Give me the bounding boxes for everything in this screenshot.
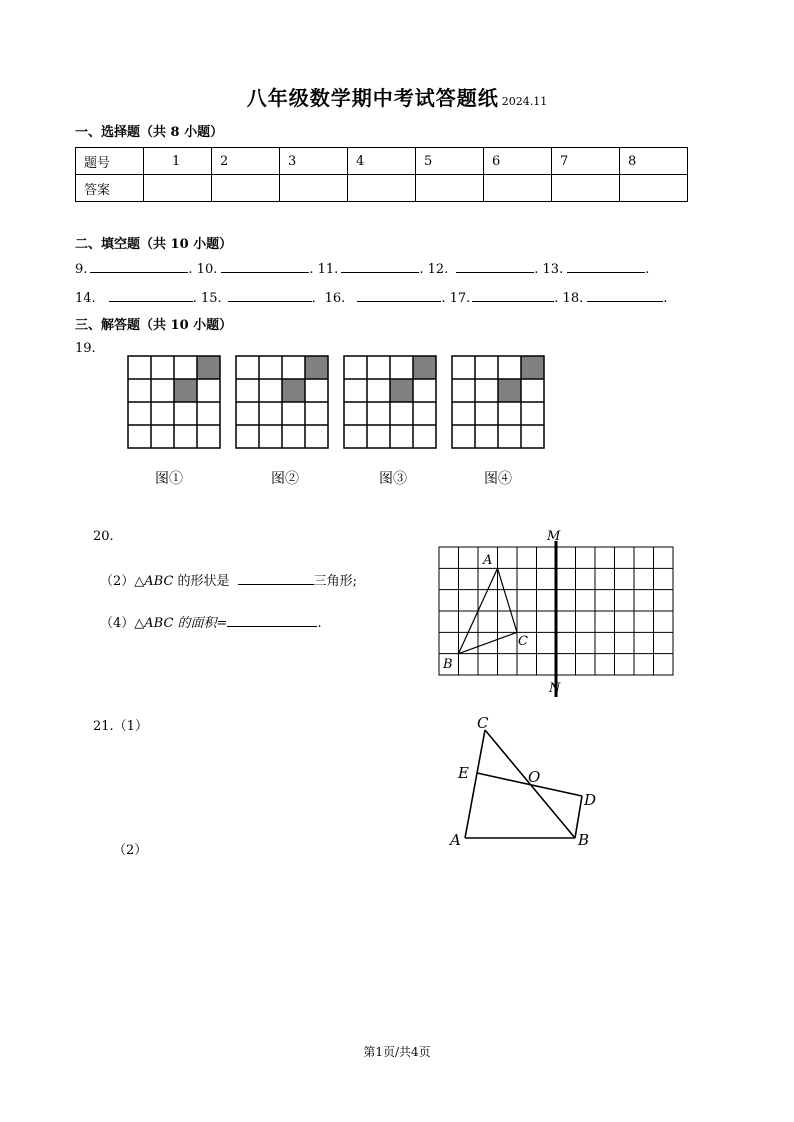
- answer-cell[interactable]: [552, 175, 620, 202]
- fill-row-1: 9. . 10. . 11. . 12. . 13. .: [75, 262, 650, 277]
- q20-grid-figure: [430, 522, 690, 697]
- page-title: 八年级数学期中考试答题纸 2024.11: [246, 86, 548, 110]
- figure-caption-2: 图②: [271, 471, 299, 487]
- grid-figure-4: [452, 356, 544, 448]
- label-d: D: [584, 791, 597, 809]
- label-a: A: [450, 831, 461, 849]
- figure-caption-1: 图①: [155, 471, 183, 487]
- table-row: [76, 175, 688, 202]
- figure-caption-3: 图③: [379, 471, 407, 487]
- question-number: 3: [280, 148, 348, 175]
- answer-cell[interactable]: [484, 175, 552, 202]
- fill-row-2: 14. . 15. ．16. . 17. . 18. .: [75, 291, 668, 306]
- label-n: N: [549, 681, 561, 696]
- section-2-heading: 二、填空题（共 10 小题）: [75, 237, 233, 252]
- answer-table: [75, 147, 688, 202]
- figure-caption-4: 图④: [484, 471, 512, 487]
- grid-figure-1: [128, 356, 220, 448]
- answer-blank[interactable]: [90, 260, 188, 273]
- answer-blank[interactable]: [227, 614, 317, 627]
- question-number: 2: [212, 148, 280, 175]
- answer-blank[interactable]: [357, 289, 441, 302]
- answer-blank[interactable]: [228, 289, 312, 302]
- section-3-heading: 三、解答题（共 10 小题）: [75, 318, 233, 333]
- row-header-number: 题号: [76, 148, 144, 175]
- question-number: 5: [416, 148, 484, 175]
- q21-figure: [440, 710, 610, 855]
- segment-ac: [465, 730, 485, 838]
- question-20-number: 20.: [93, 529, 114, 544]
- grid-figure-2: [236, 356, 328, 448]
- question-21-number: 21.（1）: [93, 719, 148, 734]
- section-1-heading: 一、选择题（共 8 小题）: [75, 125, 224, 140]
- q20-part-4: （4）△ABC 的面积= .: [100, 616, 322, 631]
- answer-cell[interactable]: [212, 175, 280, 202]
- grid-figure-3: [344, 356, 436, 448]
- question-number: 1: [144, 148, 212, 175]
- table-row: [76, 148, 688, 175]
- label-a: A: [483, 553, 493, 568]
- label-c: C: [518, 634, 528, 649]
- question-19-number: 19.: [75, 341, 96, 356]
- answer-blank[interactable]: [472, 289, 554, 302]
- exam-date: 2024.11: [501, 95, 548, 108]
- row-header-answer: 答案: [76, 175, 144, 202]
- answer-blank[interactable]: [567, 260, 645, 273]
- answer-cell[interactable]: [348, 175, 416, 202]
- answer-cell[interactable]: [416, 175, 484, 202]
- answer-blank[interactable]: [109, 289, 193, 302]
- answer-cell[interactable]: [144, 175, 212, 202]
- q19-grids: [120, 350, 560, 460]
- label-c: C: [477, 714, 489, 732]
- answer-cell[interactable]: [280, 175, 348, 202]
- question-number: 8: [620, 148, 688, 175]
- q20-part-2: （2）△ABC 的形状是 三角形;: [100, 574, 357, 589]
- label-o: O: [528, 768, 541, 786]
- page-footer: 第1页/共4页: [363, 1045, 431, 1059]
- label-b: B: [578, 831, 590, 849]
- answer-blank[interactable]: [587, 289, 663, 302]
- question-number: 7: [552, 148, 620, 175]
- q21-part-2: （2）: [113, 843, 148, 858]
- answer-cell[interactable]: [620, 175, 688, 202]
- answer-blank[interactable]: [221, 260, 309, 273]
- answer-blank[interactable]: [341, 260, 419, 273]
- answer-blank[interactable]: [238, 572, 314, 585]
- label-b: B: [443, 657, 453, 672]
- answer-blank[interactable]: [456, 260, 534, 273]
- question-number: 6: [484, 148, 552, 175]
- label-e: E: [458, 764, 469, 782]
- label-m: M: [547, 529, 561, 544]
- question-number: 4: [348, 148, 416, 175]
